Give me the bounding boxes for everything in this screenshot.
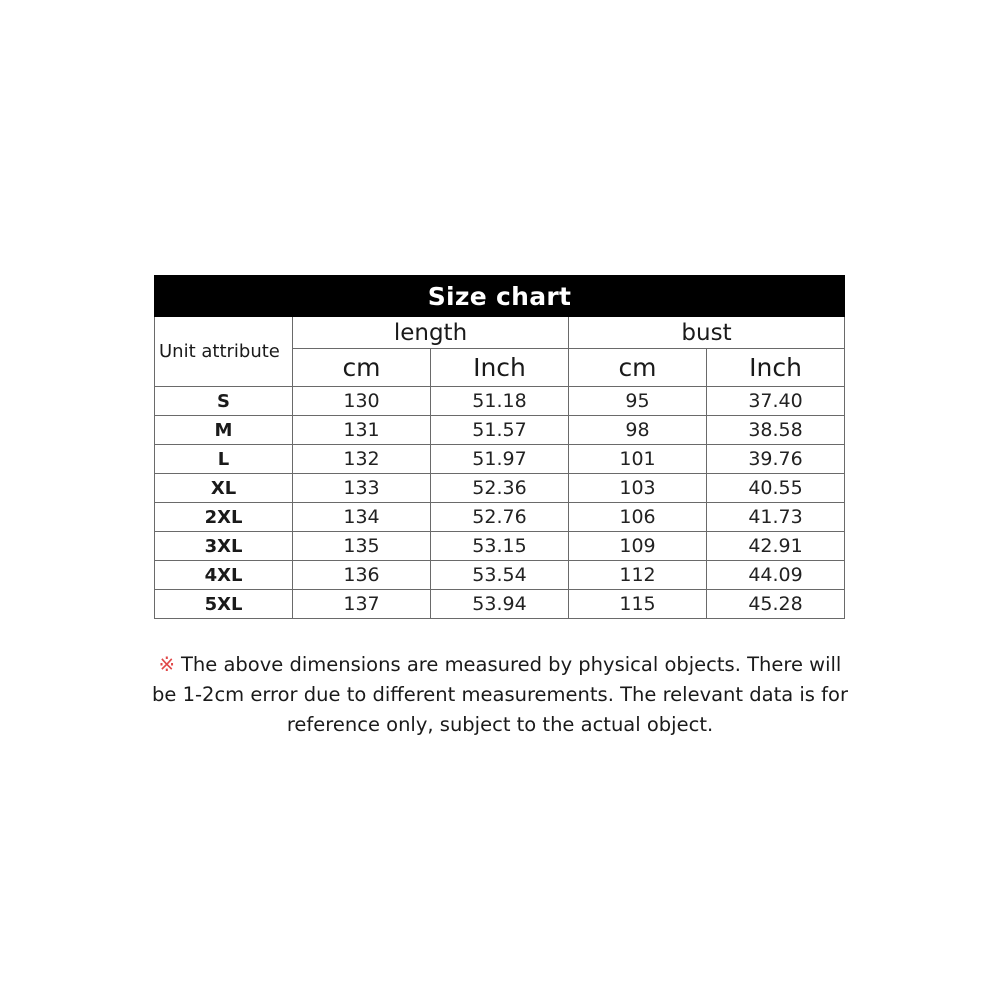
bust-inch-header: Inch bbox=[707, 349, 845, 387]
bust-cm-value: 103 bbox=[569, 474, 707, 503]
size-chart-table bbox=[154, 275, 845, 619]
length-cm-value: 131 bbox=[293, 416, 431, 445]
table-row bbox=[155, 532, 845, 561]
length-inch-value: 51.97 bbox=[431, 445, 569, 474]
length-cm-value: 133 bbox=[293, 474, 431, 503]
size-label: S bbox=[155, 387, 293, 416]
size-label: 2XL bbox=[155, 503, 293, 532]
length-inch-value: 53.15 bbox=[431, 532, 569, 561]
length-cm-value: 130 bbox=[293, 387, 431, 416]
table-row bbox=[155, 474, 845, 503]
length-inch-value: 51.18 bbox=[431, 387, 569, 416]
table-row bbox=[155, 416, 845, 445]
note-text: The above dimensions are measured by physical objects. There will be 1-2cm error due to different measurements. The relevant data is for reference only, subject to the actual object. bbox=[152, 653, 848, 736]
size-label: XL bbox=[155, 474, 293, 503]
length-inch-value: 52.36 bbox=[431, 474, 569, 503]
measurement-note bbox=[150, 650, 850, 740]
length-cm-header: cm bbox=[293, 349, 431, 387]
table-title: Size chart bbox=[155, 276, 845, 317]
bust-cm-value: 112 bbox=[569, 561, 707, 590]
length-inch-value: 53.94 bbox=[431, 590, 569, 619]
size-label: 4XL bbox=[155, 561, 293, 590]
title-row bbox=[155, 276, 845, 317]
length-cm-value: 134 bbox=[293, 503, 431, 532]
bust-cm-value: 106 bbox=[569, 503, 707, 532]
reference-mark-icon: ※ bbox=[158, 653, 175, 676]
bust-inch-value: 38.58 bbox=[707, 416, 845, 445]
length-inch-header: Inch bbox=[431, 349, 569, 387]
bust-inch-value: 41.73 bbox=[707, 503, 845, 532]
size-label: 5XL bbox=[155, 590, 293, 619]
size-label: L bbox=[155, 445, 293, 474]
length-cm-value: 137 bbox=[293, 590, 431, 619]
table-row bbox=[155, 387, 845, 416]
unit-attribute-header: Unit attribute bbox=[155, 317, 293, 387]
length-cm-value: 135 bbox=[293, 532, 431, 561]
bust-cm-value: 101 bbox=[569, 445, 707, 474]
length-inch-value: 52.76 bbox=[431, 503, 569, 532]
bust-cm-value: 115 bbox=[569, 590, 707, 619]
group-header-row bbox=[155, 317, 845, 349]
size-label: M bbox=[155, 416, 293, 445]
bust-cm-value: 95 bbox=[569, 387, 707, 416]
length-group-header: length bbox=[293, 317, 569, 349]
bust-inch-value: 37.40 bbox=[707, 387, 845, 416]
bust-inch-value: 44.09 bbox=[707, 561, 845, 590]
table-row bbox=[155, 445, 845, 474]
bust-inch-value: 45.28 bbox=[707, 590, 845, 619]
bust-group-header: bust bbox=[569, 317, 845, 349]
bust-inch-value: 42.91 bbox=[707, 532, 845, 561]
table-row bbox=[155, 590, 845, 619]
length-inch-value: 53.54 bbox=[431, 561, 569, 590]
bust-inch-value: 40.55 bbox=[707, 474, 845, 503]
bust-cm-value: 109 bbox=[569, 532, 707, 561]
size-label: 3XL bbox=[155, 532, 293, 561]
bust-cm-header: cm bbox=[569, 349, 707, 387]
bust-cm-value: 98 bbox=[569, 416, 707, 445]
table-row bbox=[155, 503, 845, 532]
length-cm-value: 136 bbox=[293, 561, 431, 590]
length-cm-value: 132 bbox=[293, 445, 431, 474]
bust-inch-value: 39.76 bbox=[707, 445, 845, 474]
table-row bbox=[155, 561, 845, 590]
length-inch-value: 51.57 bbox=[431, 416, 569, 445]
